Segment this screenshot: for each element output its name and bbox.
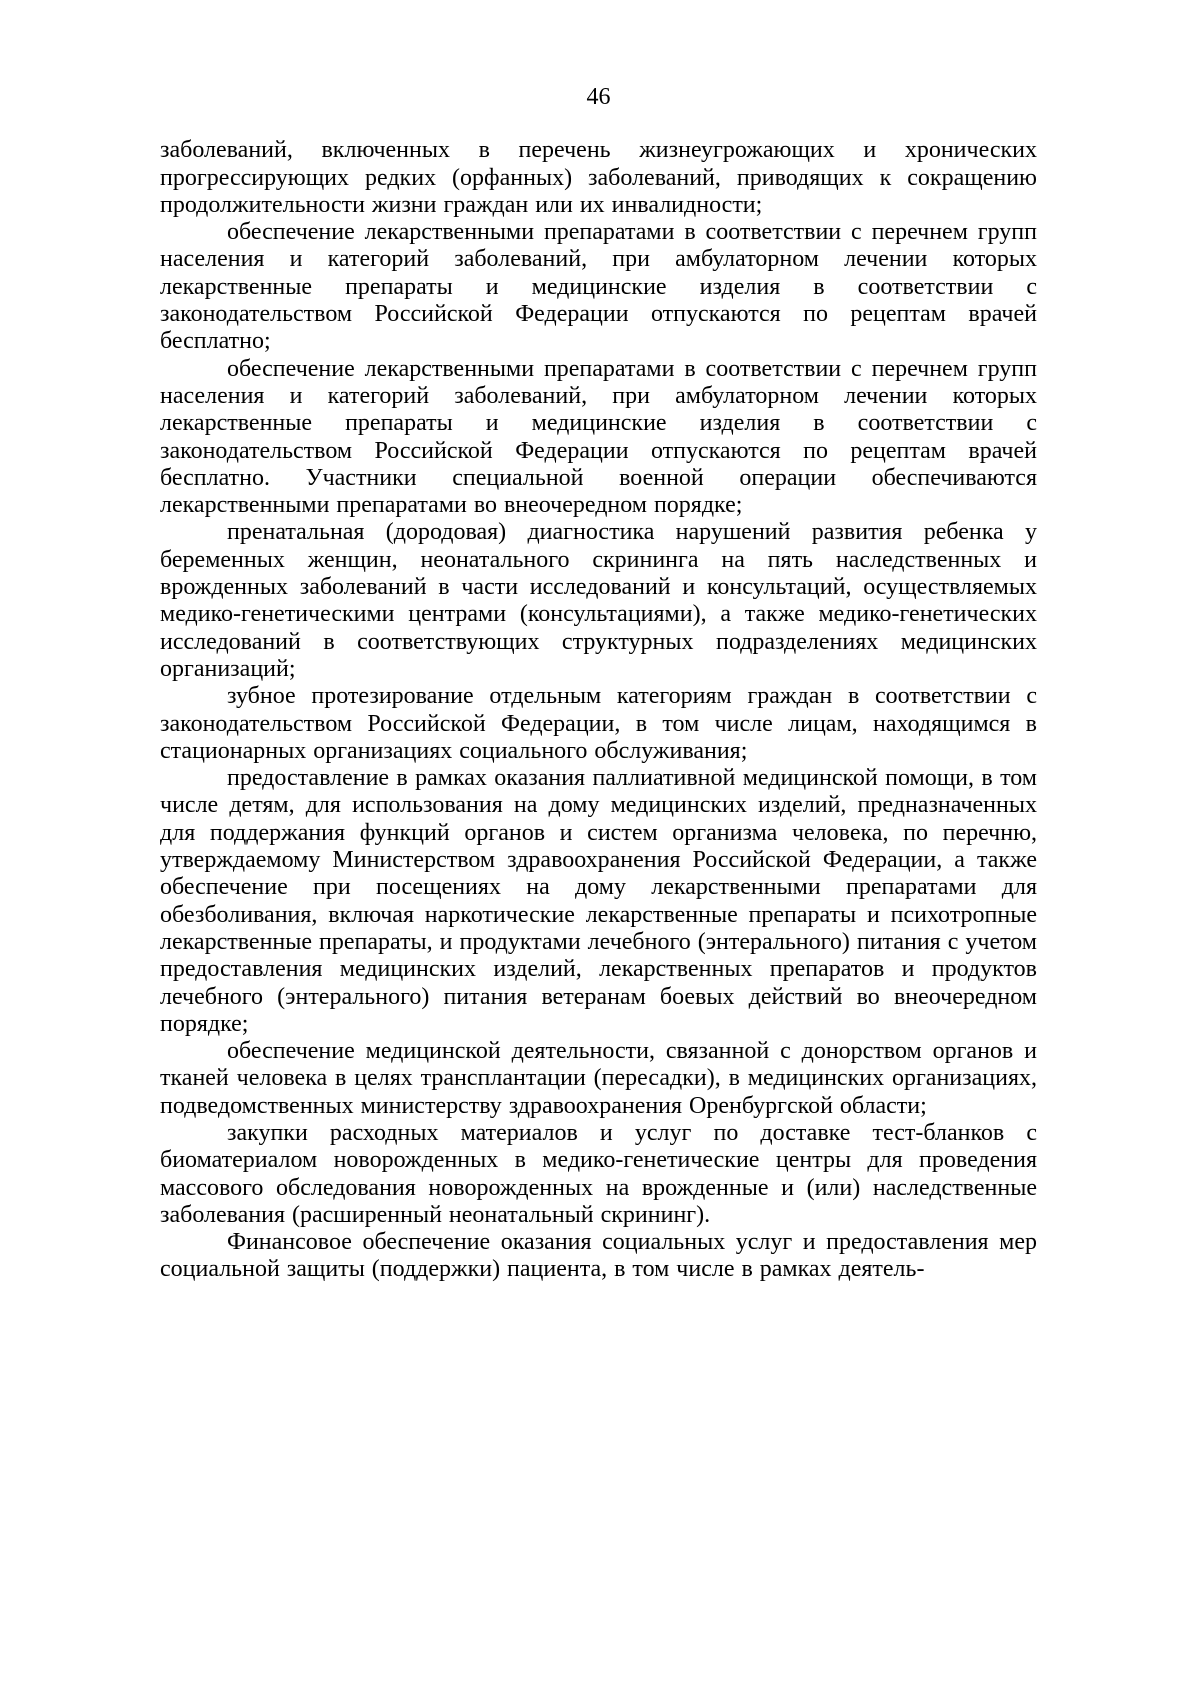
paragraph: предоставление в рамках оказания паллиативной медицинской помощи, в том числе детям, для использования на дому медицинских изделий, предназначенных для поддержания функций органов и систем организма человека, по перечню, утверждаемому Министерством здравоохранения Российской Федерации, а также обеспечение при посещениях на дому лекарственными препаратами для обезболивания, включая наркотические лекарственные препараты и психотропные лекарственные препараты, и продуктами лечебного (энтерального) питания с учетом предоставления медицинских изделий, лекарственных препаратов и продуктов лечебного (энтерального) питания ветеранам боевых действий во внеочередном порядке; bbox=[160, 765, 1037, 1037]
document-body bbox=[160, 137, 1037, 1283]
paragraph: обеспечение медицинской деятельности, связанной с донорством органов и тканей человека в целях трансплантации (пересадки), в медицинских организациях, подведомственных министерству здравоохранения Оренбургской области; bbox=[160, 1038, 1037, 1119]
paragraph: закупки расходных материалов и услуг по доставке тест-бланков с биоматериалом новорожденных в медико-генетические центры для проведения массового обследования новорожденных на врожденные и (или) наследственные заболевания (расширенный неонатальный скрининг). bbox=[160, 1119, 1037, 1228]
paragraph: зубное протезирование отдельным категориям граждан в соответствии с законодательством Российской Федерации, в том числе лицам, находящимся в стационарных организациях социального обслуживания; bbox=[160, 683, 1037, 764]
paragraph: обеспечение лекарственными препаратами в соответствии с перечнем групп населения и категорий заболеваний, при амбулаторном лечении которых лекарственные препараты и медицинские изделия в соответствии с законодательством Российской Федерации отпускаются по рецептам врачей бесплатно. Участники специальной военной операции обеспечиваются лекарственными препаратами во внеочередном порядке; bbox=[160, 355, 1037, 519]
paragraph: Финансовое обеспечение оказания социальных услуг и предоставления мер социальной защиты (поддержки) пациента, в том числе в рамках деятель- bbox=[160, 1229, 1037, 1283]
page-number: 46 bbox=[586, 84, 611, 110]
paragraph: заболеваний, включенных в перечень жизнеугрожающих и хронических прогрессирующих редких (орфанных) заболеваний, приводящих к сокращению продолжительности жизни граждан или их инвалидности; bbox=[160, 137, 1037, 218]
paragraph: обеспечение лекарственными препаратами в соответствии с перечнем групп населения и категорий заболеваний, при амбулаторном лечении которых лекарственные препараты и медицинские изделия в соответствии с законодательством Российской Федерации отпускаются по рецептам врачей бесплатно; bbox=[160, 219, 1037, 355]
paragraph: пренатальная (дородовая) диагностика нарушений развития ребенка у беременных женщин, неонатального скрининга на пять наследственных и врожденных заболеваний в части исследований и консультаций, осуществляемых медико-генетическими центрами (консультациями), а также медико-генетических исследований в соответствующих структурных подразделениях медицинских организаций; bbox=[160, 519, 1037, 682]
